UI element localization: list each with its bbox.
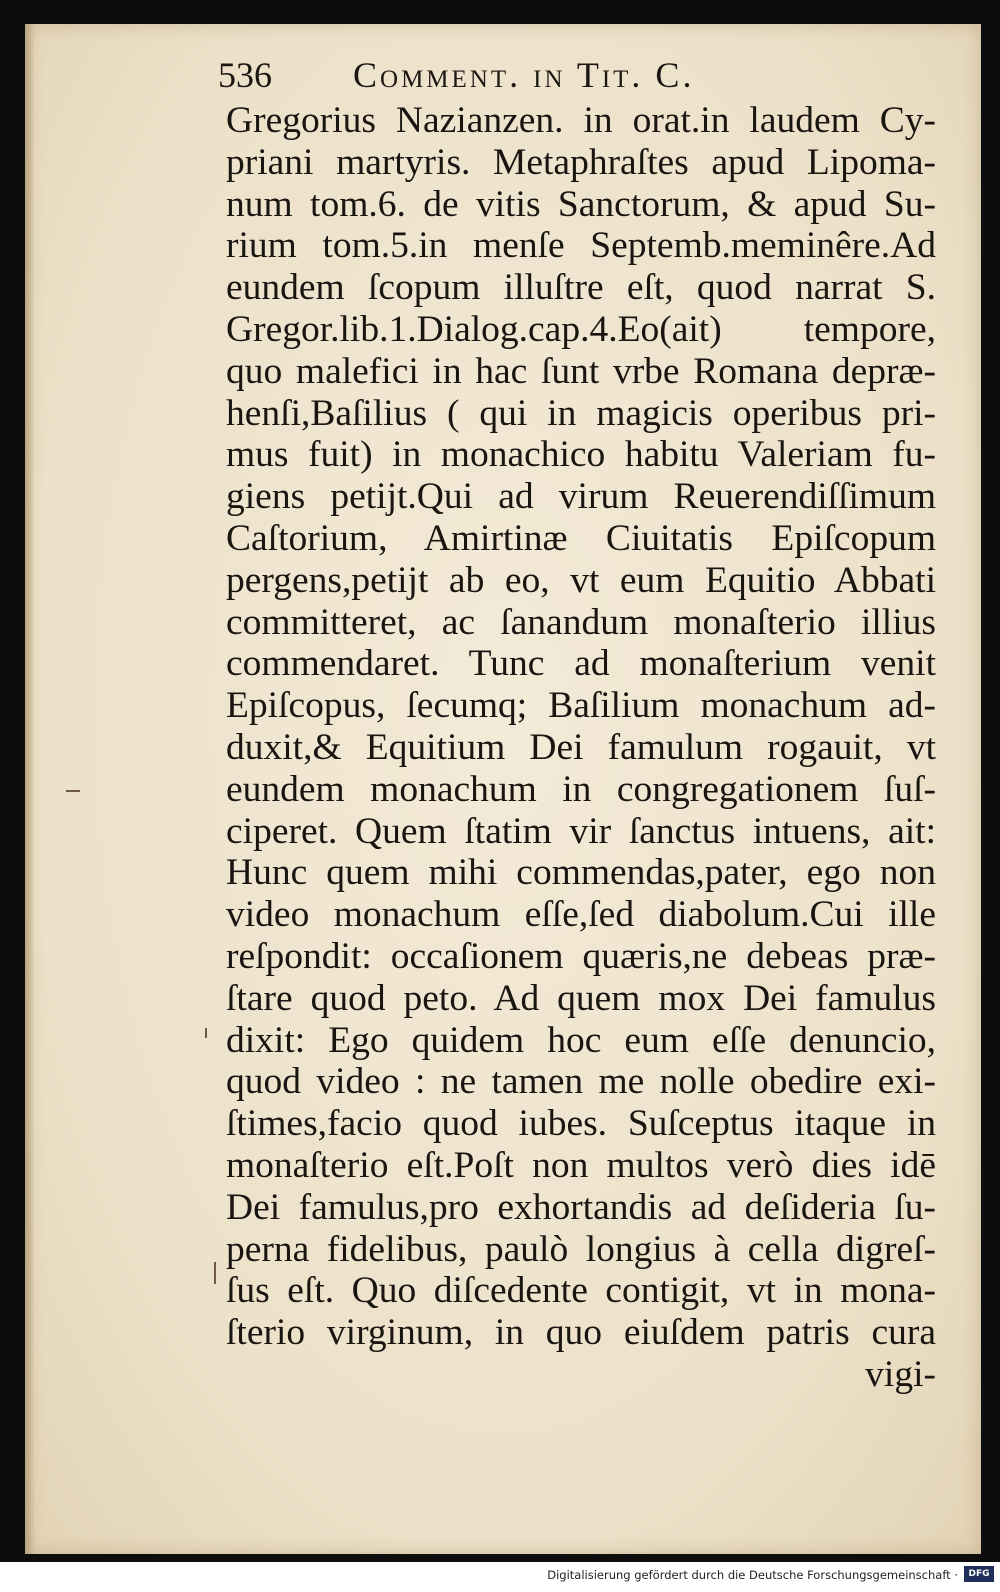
text-line: priani martyris. Metaphraſtes apud Lipoma- — [226, 141, 936, 183]
page-header — [218, 52, 958, 100]
page-number: 536 — [218, 55, 272, 95]
text-line: reſpondit: occaſionem quæris,ne debeas præ- — [226, 935, 936, 977]
text-line: eundem ſcopum illuſtre eſt, quod narrat S. — [226, 267, 936, 309]
margin-mark — [66, 790, 80, 792]
text-line: perna fidelibus, paulò longius à cella digreſ- — [226, 1228, 936, 1270]
text-line: ciperet. Quem ſtatim vir ſanctus intuens, ait: — [226, 810, 936, 852]
text-line: Dei famulus,pro exhortandis ad deſideria ſu- — [226, 1186, 936, 1228]
text-line: commendaret. Tunc ad monaſterium venit — [226, 643, 936, 685]
text-line: video monachum eſſe,ſed diabolum.Cui ille — [226, 894, 936, 936]
text-line: rium tom.5.in menſe Septemb.meminêre.Ad — [226, 225, 936, 267]
text-line: ſterio virginum, in quo eiuſdem patris cura — [226, 1312, 936, 1354]
text-line: henſi,Baſilius ( qui in magicis operibus pri- — [226, 392, 936, 434]
text-line: monaſterio eſt.Poſt non multos verò dies idē — [226, 1144, 936, 1186]
body-text — [226, 100, 936, 1396]
funding-credit: Digitalisierung gefördert durch die Deutsche Forschungsgemeinschaft · — [547, 1568, 958, 1582]
digitization-footer — [0, 1562, 1000, 1592]
text-line: Caſtorium, Amirtinæ Ciuitatis Epiſcopum — [226, 517, 936, 559]
page-gutter-shadow — [25, 24, 35, 1554]
text-line: committeret, ac ſanandum monaſterio illius — [226, 601, 936, 643]
text-line: giens petijt.Qui ad virum Reuerendiſſimum — [226, 476, 936, 518]
text-line: Gregor.lib.1.Dialog.cap.4.Eo(ait) tempore, — [226, 308, 936, 350]
text-line: ſtimes,facio quod iubes. Suſceptus itaque in — [226, 1103, 936, 1145]
text-line: ſtare quod peto. Ad quem mox Dei famulus — [226, 977, 936, 1019]
dfg-logo: DFG — [964, 1566, 994, 1582]
margin-mark — [214, 1262, 216, 1284]
text-line: ſus eſt. Quo diſcedente contigit, vt in mona- — [226, 1270, 936, 1312]
text-line: mus fuit) in monachico habitu Valeriam fu- — [226, 434, 936, 476]
text-line: dixit: Ego quidem hoc eum eſſe denuncio, — [226, 1019, 936, 1061]
text-line: eundem monachum in congregationem ſuſ- — [226, 768, 936, 810]
text-line: Gregorius Nazianzen. in orat.in laudem Cy- — [226, 100, 936, 141]
text-line: quod video : ne tamen me nolle obedire exi- — [226, 1061, 936, 1103]
catchword: vigi- — [865, 1353, 936, 1395]
margin-mark — [205, 1028, 207, 1038]
text-line: duxit,& Equitium Dei famulum rogauit, vt — [226, 726, 936, 768]
text-line: quo malefici in hac ſunt vrbe Romana depræ- — [226, 350, 936, 392]
text-line: Hunc quem mihi commendas,pater, ego non — [226, 852, 936, 894]
text-line: pergens,petijt ab eo, vt eum Equitio Abbati — [226, 559, 936, 601]
text-line: Epiſcopus, ſecumq; Baſilium monachum ad- — [226, 685, 936, 727]
running-head: Comment. in Tit. C. — [353, 55, 695, 95]
text-line: num tom.6. de vitis Sanctorum, & apud Su- — [226, 183, 936, 225]
